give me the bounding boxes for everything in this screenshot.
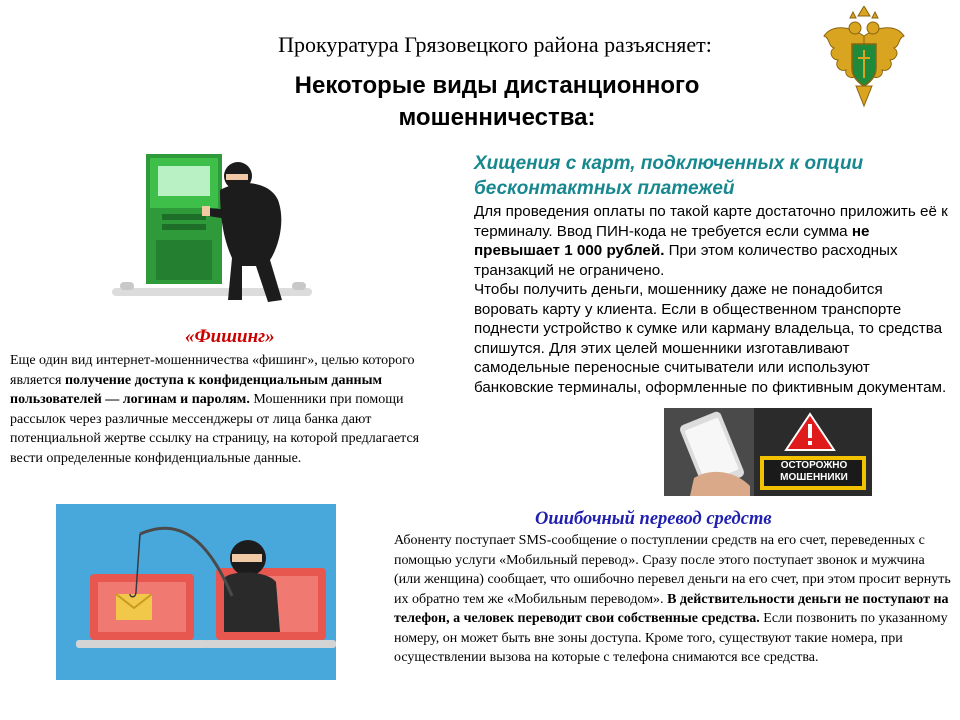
phishing-text: Еще один вид интернет-мошенничества «фишинг», целью которого является получение доступа к конфиденциальным данным пользователей — логинам и паролям. Мошенники при помощи рассылок через различные мессенджеры от лица банка дают потенциальной жертве ссылку на страницу, на которой предлагается вести определенные конфиденциальные данные. <box>10 353 420 466</box>
warning-banner <box>664 408 872 496</box>
prosecutor-emblem-icon <box>822 6 906 110</box>
warning-line-2: МОШЕННИКИ <box>780 472 848 483</box>
phishing-bold: получение доступа к конфиденциальным данным пользователей — логинам и паролям. <box>10 372 383 407</box>
fishing-hook-laptop-illustration <box>56 504 336 680</box>
contactless-title: Хищения с карт, подключенных к опции бесконтактных платежей <box>474 153 864 199</box>
contactless-text <box>474 202 949 397</box>
transfer-text: Абоненту поступает SMS-сообщение о поступлении средств на его счет, переведенных с помощью услуги «Мобильный перевод». Сразу после этого поступает звонок и мужчина (или женщина) сообщает, что ошибочно перевел деньги на его счет, при этом просит вернуть их обратно тем же «Мобильным переводом». В действительности деньги не поступают на телефон, а человек переводит свои собственные средства. Если позвонить по указанному номеру, он может быть вне зоны доступа. Кроме того, существуют такие номера, при осуществлении вызова на которые с телефона снимаются все средства. <box>394 533 951 665</box>
transfer-bold: В действительности деньги не поступают на телефон, а человек переводит свои собственные средства. <box>394 591 949 626</box>
warning-line-1: ОСТОРОЖНО <box>780 460 848 471</box>
phishing-title: «Фишинг» <box>185 326 275 347</box>
office-line: Прокуратура Грязовецкого района разъясняет: <box>278 32 712 57</box>
contactless-limit-bold: не превышает 1 000 рублей. <box>474 222 870 259</box>
contactless-paragraph-1: Для проведения оплаты по такой карте достаточно приложить её к терминалу. Ввод ПИН-кода не требуется если сумма не превышает 1 000 рублей. При этом количество расходных транзакций не ограничено. <box>474 203 948 279</box>
transfer-title: Ошибочный перевод средств <box>535 509 772 529</box>
page-title: Некоторые виды дистанционного мошенничества: <box>294 72 700 131</box>
atm-thief-illustration <box>92 130 332 320</box>
contactless-paragraph-2: Чтобы получить деньги, мошеннику даже не понадобится воровать карту у клиента. Если в общественном транспорте поднести устройство к сумке или карману владельца, то средства спишутся. Для этих целей мошенники изготавливают самодельные переносные считыватели или используют банковские терминалы, оформленные по фиктивным документам. <box>474 281 947 396</box>
